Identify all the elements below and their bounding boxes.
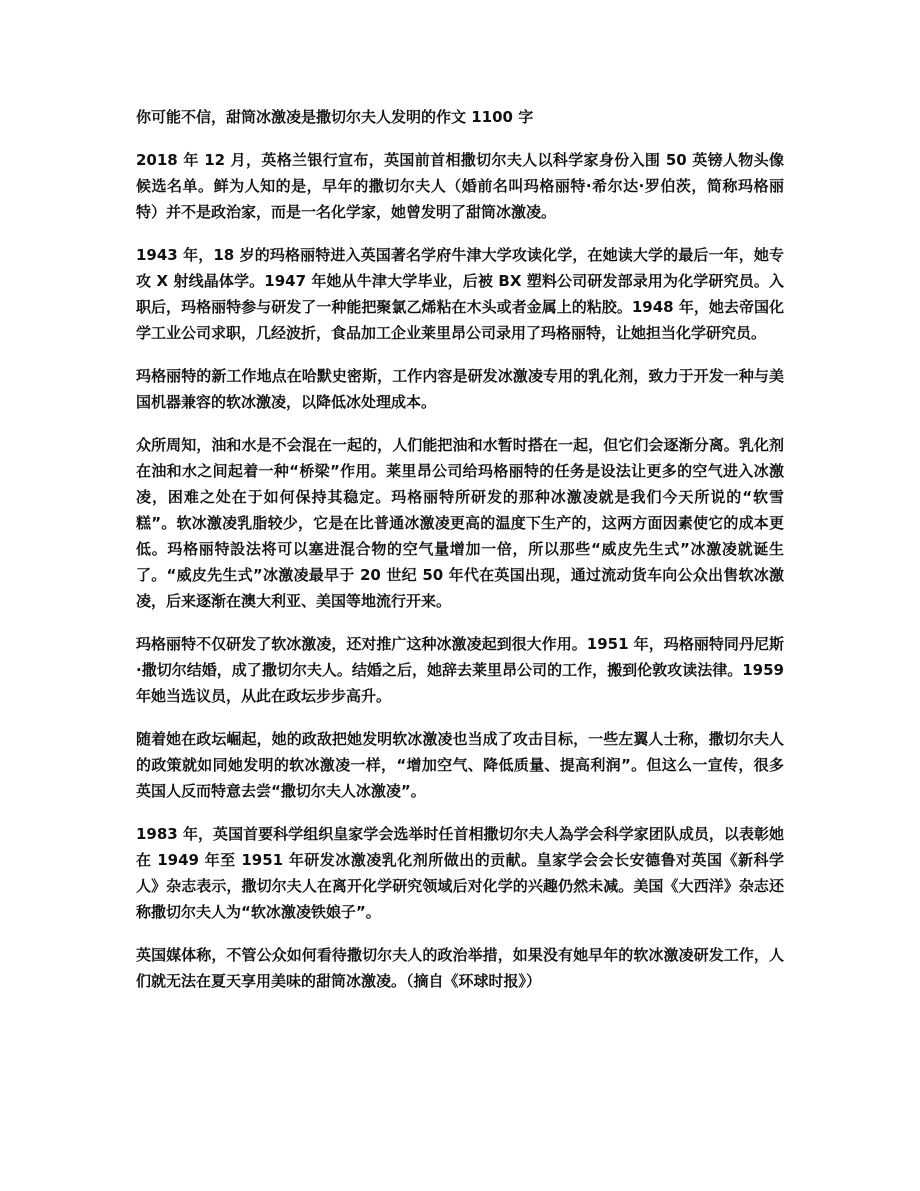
paragraph: 众所周知，油和水是不会混在一起的，人们能把油和水暂时搭在一起，但它们会逐渐分离。乳化剂在油和水之间起着一种“桥梁”作用。莱里昂公司给玛格丽特的任务是设法让更多的空气进入冰激凌，困难之处在于如何保持其稳定。玛格丽特所研发的那种冰激凌就是我们今天所说的“软雪糕”。软冰激凌乳脂较少，它是在比普通冰激凌更高的温度下生产的，这两方面因素使它的成本更低。玛格丽特設法将可以塞进混合物的空气量增加一倍，所以那些“威皮先生式”冰激凌就诞生了。“威皮先生式”冰激凌最早于 20 世纪 50 年代在英国出现，通过流动货车向公众出售软冰激凌，后来逐渐在澳大利亚、美国等地流行开来。 (136, 436, 784, 610)
document-page (136, 104, 784, 1011)
paragraph: 2018 年 12 月，英格兰银行宣布，英国前首相撒切尔夫人以科学家身份入围 50 英镑人物头像候选名单。鲜为人知的是，早年的撒切尔夫人（婚前名叫玛格丽特·希尔达·罗伯茨，简称玛格丽特）并不是政治家，而是一名化学家，她曾发明了甜筒冰激凌。 (136, 151, 784, 221)
paragraph: 玛格丽特的新工作地点在哈默史密斯，工作内容是研发冰激凌专用的乳化剂，致力于开发一种与美国机器兼容的软冰激凌，以降低冰处理成本。 (136, 367, 784, 411)
document-title: 你可能不信，甜筒冰激凌是撒切尔夫人发明的作文 1100 字 (136, 108, 534, 126)
paragraph: 玛格丽特不仅研发了软冰激凌，还对推广这种冰激凌起到很大作用。1951 年，玛格丽特同丹尼斯·撒切尔结婚，成了撒切尔夫人。结婚之后，她辞去莱里昂公司的工作，搬到伦敦攻读法律。1959 年她当选议员，从此在政坛步步高升。 (136, 635, 784, 705)
paragraph: 英国媒体称，不管公众如何看待撒切尔夫人的政治举措，如果没有她早年的软冰激凌研发工作，人们就无法在夏天享用美味的甜筒冰激凌。（摘自《环球时报》） (136, 946, 784, 990)
paragraph: 1983 年，英国首要科学组织皇家学会选举时任首相撒切尔夫人為学会科学家团队成员，以表彰她在 1949 年至 1951 年研发冰激凌乳化剂所做出的贡献。皇家学会会长安德鲁对英国《新科学人》杂志表示，撒切尔夫人在离开化学研究领域后对化学的兴趣仍然未减。美国《大西洋》杂志还称撒切尔夫人为“软冰激凌铁娘子”。 (136, 825, 784, 921)
paragraph: 1943 年，18 岁的玛格丽特进入英国著名学府牛津大学攻读化学，在她读大学的最后一年，她专攻 X 射线晶体学。1947 年她从牛津大学毕业，后被 BX 塑料公司研发部录用为化学研究员。入职后，玛格丽特参与研发了一种能把聚氯乙烯粘在木头或者金属上的粘胶。1948 年，她去帝国化学工业公司求职，几经波折，食品加工企业莱里昂公司录用了玛格丽特，让她担当化学研究员。 (136, 246, 784, 342)
paragraph: 随着她在政坛崛起，她的政敌把她发明软冰激凌也当成了攻击目标，一些左翼人士称，撒切尔夫人的政策就如同她发明的软冰激凌一样，“增加空气、降低质量、提高利润”。但这么一宣传，很多英国人反而特意去尝“撒切尔夫人冰激凌”。 (136, 730, 784, 800)
